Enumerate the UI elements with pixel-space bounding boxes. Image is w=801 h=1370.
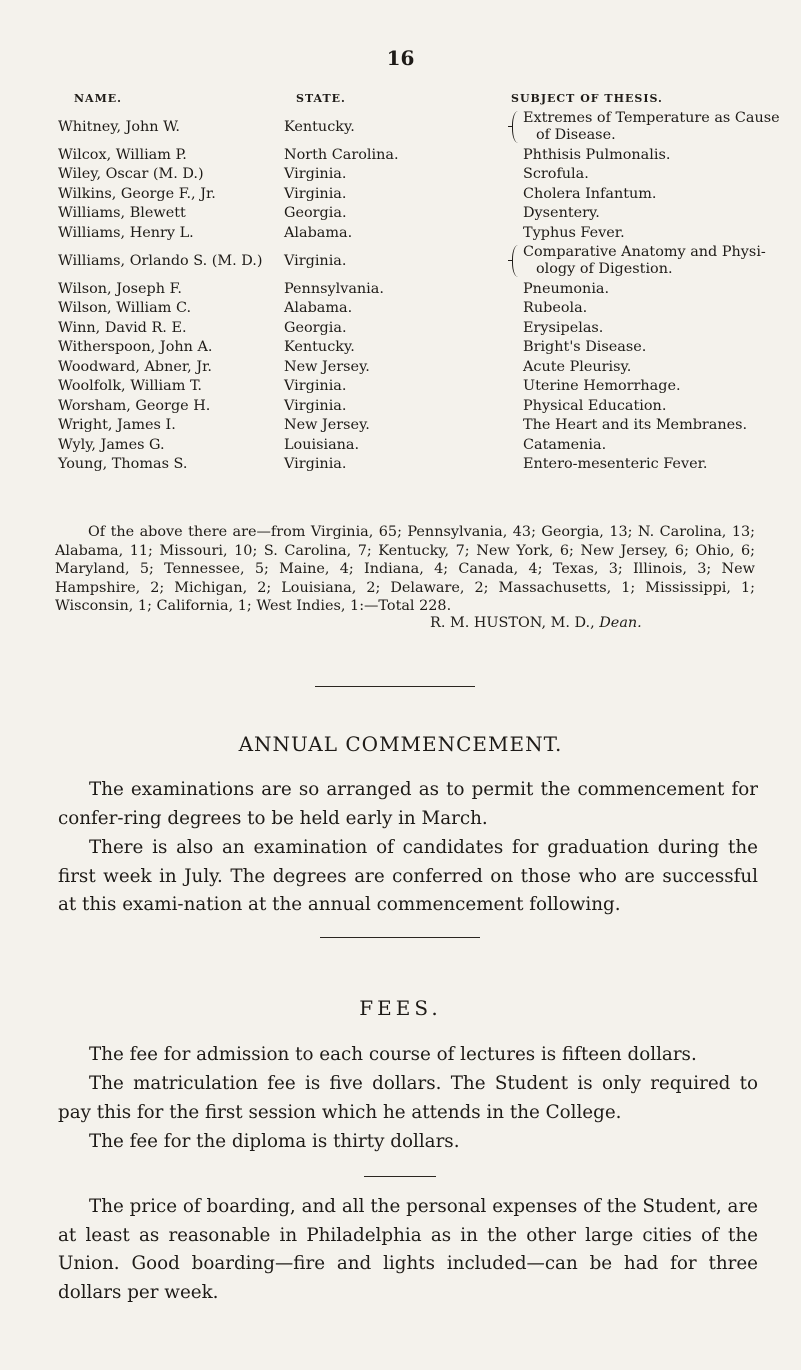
thesis-subject: Bright's Disease. [523, 339, 647, 355]
graduate-name: Witherspoon, John A. [58, 339, 213, 355]
graduate-name: Wilson, Joseph F. [58, 280, 182, 297]
graduate-state: Pennsylvania. [284, 280, 384, 297]
thesis-subject: Phthisis Pulmonalis. [523, 146, 671, 163]
graduates-summary: Of the above there are—from Virginia, 65; Pennsylvania, 43; Georgia, 13; N. Carolina, 13; Alabama, 11; Missouri, 10; S. Carolina, 7; Kentucky, 7; New York, 6; New Jersey, 6; Ohio, 6; Maryland, 5; Tennessee, 5; Maine, 4; Indiana, 4; Canada, 4; Texas, 3; Illinois, 3; New Hampshire, 2; Michigan, 2; Louisiana, 2; Delaware, 2; Massachusetts, 1; Mississippi, 1; Wisconsin, 1; California, 1; West Indies, 1:—Total 228. [55, 524, 755, 614]
thesis-subject: Uterine Hemorrhage. [523, 378, 681, 394]
boarding-paragraph: The price of boarding, and all the personal expenses of the Student, are at least as reasonable in Philadelphia as in the other large cities of the Union. Good boarding—fire and lights included—can be had for three dollars per week. [58, 1196, 758, 1303]
thesis-subject: The Heart and its Membranes. [523, 417, 748, 433]
fees-paragraph-3: The fee for the diploma is thirty dollars. [89, 1131, 460, 1152]
dean-name: R. M. HUSTON, M. D., [430, 615, 595, 631]
header-name: NAME. [74, 92, 122, 105]
graduate-name: Williams, Henry L. [58, 224, 194, 241]
graduate-name: Williams, Blewett [58, 205, 186, 221]
graduate-state: North Carolina. [284, 146, 399, 163]
graduate-name: Wiley, Oscar (M. D.) [58, 166, 204, 182]
section-divider [315, 686, 475, 687]
thesis-subject: Dysentery. [523, 205, 600, 221]
thesis-subject: of Disease. [536, 127, 616, 143]
thesis-subject: Entero-mesenteric Fever. [523, 456, 708, 472]
section-divider [364, 1176, 436, 1177]
graduate-name: Williams, Orlando S. (M. D.) [58, 253, 263, 269]
section-divider [320, 937, 480, 938]
graduate-name: Worsham, George H. [58, 397, 211, 414]
fees-paragraph-1: The fee for admission to each course of lectures is fifteen dollars. [89, 1044, 697, 1065]
thesis-subject: Catamenia. [523, 436, 607, 453]
commencement-paragraph-1: The examinations are so arranged as to permit the commencement for confer-ring degrees to be held early in March. [58, 779, 758, 829]
header-state: STATE. [296, 92, 346, 105]
thesis-subject: Extremes of Temperature as Cause [523, 110, 780, 126]
commencement-paragraph-2: There is also an examination of candidates for graduation during the first week in July. The degrees are conferred on those who are successful at this exami-nation at the annual commencement following. [58, 837, 758, 916]
graduate-state: Kentucky. [284, 119, 355, 135]
graduate-state: Virginia. [284, 185, 347, 202]
thesis-subject: Pneumonia. [523, 280, 610, 297]
thesis-subject: Comparative Anatomy and Physi- [523, 244, 766, 260]
graduate-state: New Jersey. [284, 417, 370, 433]
graduate-state: New Jersey. [284, 358, 370, 375]
graduate-state: Virginia. [284, 166, 347, 182]
graduate-name: Wright, James I. [58, 417, 176, 433]
brace-mark [512, 111, 518, 143]
dean-title: Dean. [599, 615, 642, 631]
graduate-state: Georgia. [284, 319, 347, 336]
brace-mark [512, 245, 518, 277]
graduate-state: Virginia. [284, 378, 347, 394]
graduate-name: Young, Thomas S. [58, 456, 188, 472]
dean-signature [430, 615, 642, 631]
commencement-heading: ANNUAL COMMENCEMENT. [238, 732, 563, 756]
fees-paragraph-2: The matriculation fee is five dollars. The Student is only required to pay this for the first session which he attends in the College. [58, 1073, 758, 1123]
graduate-state: Louisiana. [284, 436, 360, 453]
thesis-subject: Acute Pleurisy. [523, 358, 632, 375]
thesis-subject: Physical Education. [523, 397, 667, 414]
graduate-name: Wilson, William C. [58, 300, 192, 316]
thesis-subject: Typhus Fever. [523, 224, 625, 241]
thesis-subject: Scrofula. [523, 166, 589, 182]
graduate-name: Woolfolk, William T. [58, 378, 203, 394]
thesis-subject: Erysipelas. [523, 319, 604, 336]
graduate-state: Virginia. [284, 456, 347, 472]
graduate-state: Alabama. [284, 224, 353, 241]
graduate-state: Alabama. [284, 300, 353, 316]
thesis-subject: ology of Digestion. [536, 261, 673, 277]
graduate-state: Virginia. [284, 397, 347, 414]
graduate-name: Winn, David R. E. [58, 319, 187, 336]
fees-heading: FEES. [359, 996, 442, 1020]
thesis-subject: Cholera Infantum. [523, 185, 657, 202]
header-subject: SUBJECT OF THESIS. [511, 92, 663, 105]
graduate-name: Whitney, John W. [58, 119, 180, 135]
graduate-name: Wilcox, William P. [58, 146, 187, 163]
graduate-name: Wilkins, George F., Jr. [58, 185, 216, 202]
graduate-name: Woodward, Abner, Jr. [58, 358, 212, 375]
graduate-name: Wyly, James G. [58, 436, 165, 453]
graduate-state: Virginia. [284, 253, 347, 269]
page-number: 16 [386, 46, 415, 70]
graduate-state: Georgia. [284, 205, 347, 221]
graduate-state: Kentucky. [284, 339, 355, 355]
thesis-subject: Rubeola. [523, 300, 588, 316]
